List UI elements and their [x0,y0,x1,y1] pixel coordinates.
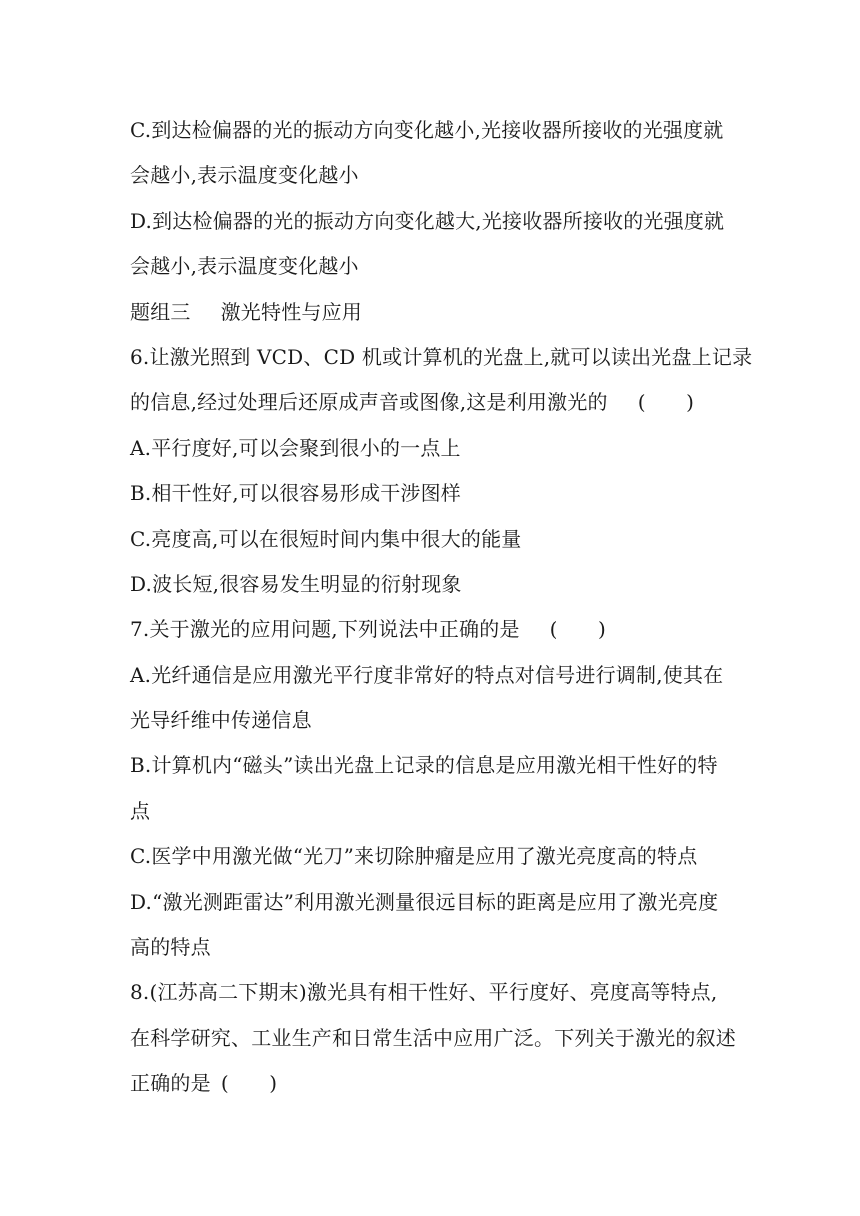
q7-option-b-line-1: B.计算机内“磁头”读出光盘上记录的信息是应用激光相干性好的特 [130,753,718,778]
q7-option-a-line-1: A.光纤通信是应用激光平行度非常好的特点对信号进行调制,使其在 [130,662,724,687]
q8-stem-text: 正确的是 [130,1071,211,1096]
q6-answer-blank: ( ) [637,390,695,415]
q6-option-a: A.平行度好,可以会聚到很小的一点上 [130,435,461,460]
q7-stem [130,607,740,652]
section-title: 激光特性与应用 [220,299,363,324]
q8-stem-line-1: 8.(江苏高二下期末)激光具有相干性好、平行度好、亮度高等特点, [130,980,718,1005]
q6-stem-text: 的信息,经过处理后还原成声音或图像,这是利用激光的 [130,390,608,415]
q7-answer-blank: ( ) [549,617,607,642]
section-heading [130,290,740,335]
q7-option-c: C.医学中用激光做“光刀”来切除肿瘤是应用了激光亮度高的特点 [130,844,698,869]
q7-stem-text: 7.关于激光的应用问题,下列说法中正确的是 [130,617,520,642]
q5-option-d-line-2: 会越小,表示温度变化越小 [130,254,359,279]
document-page [130,108,753,1107]
q6-option-c: C.亮度高,可以在很短时间内集中很大的能量 [130,526,522,551]
q5-option-c-line-1: C.到达检偏器的光的振动方向变化越小,光接收器所接收的光强度就 [130,118,724,142]
q7-option-b-line-2: 点 [130,798,151,823]
q6-option-b: B.相干性好,可以很容易形成干涉图样 [130,481,462,506]
q8-stem-line-3 [130,1061,740,1106]
q6-stem-line-2 [130,380,740,425]
q7-option-d-line-1: D.“激光测距雷达”利用激光测量很远目标的距离是应用了激光亮度 [130,889,719,914]
q5-option-d-line-1: D.到达检偏器的光的振动方向变化越大,光接收器所接收的光强度就 [130,208,725,233]
q6-stem-line-1: 6.让激光照到 VCD、CD 机或计算机的光盘上,就可以读出光盘上记录 [130,344,753,369]
q8-stem-line-2: 在科学研究、工业生产和日常生活中应用广泛。下列关于激光的叙述 [130,1025,736,1050]
q7-option-a-line-2: 光导纤维中传递信息 [130,708,312,733]
q8-answer-blank: ( ) [220,1071,278,1096]
q5-option-c-line-2: 会越小,表示温度变化越小 [130,163,359,188]
section-label: 题组三 [130,299,191,324]
q7-option-d-line-2: 高的特点 [130,935,211,960]
q6-option-d: D.波长短,很容易发生明显的衍射现象 [130,571,462,596]
